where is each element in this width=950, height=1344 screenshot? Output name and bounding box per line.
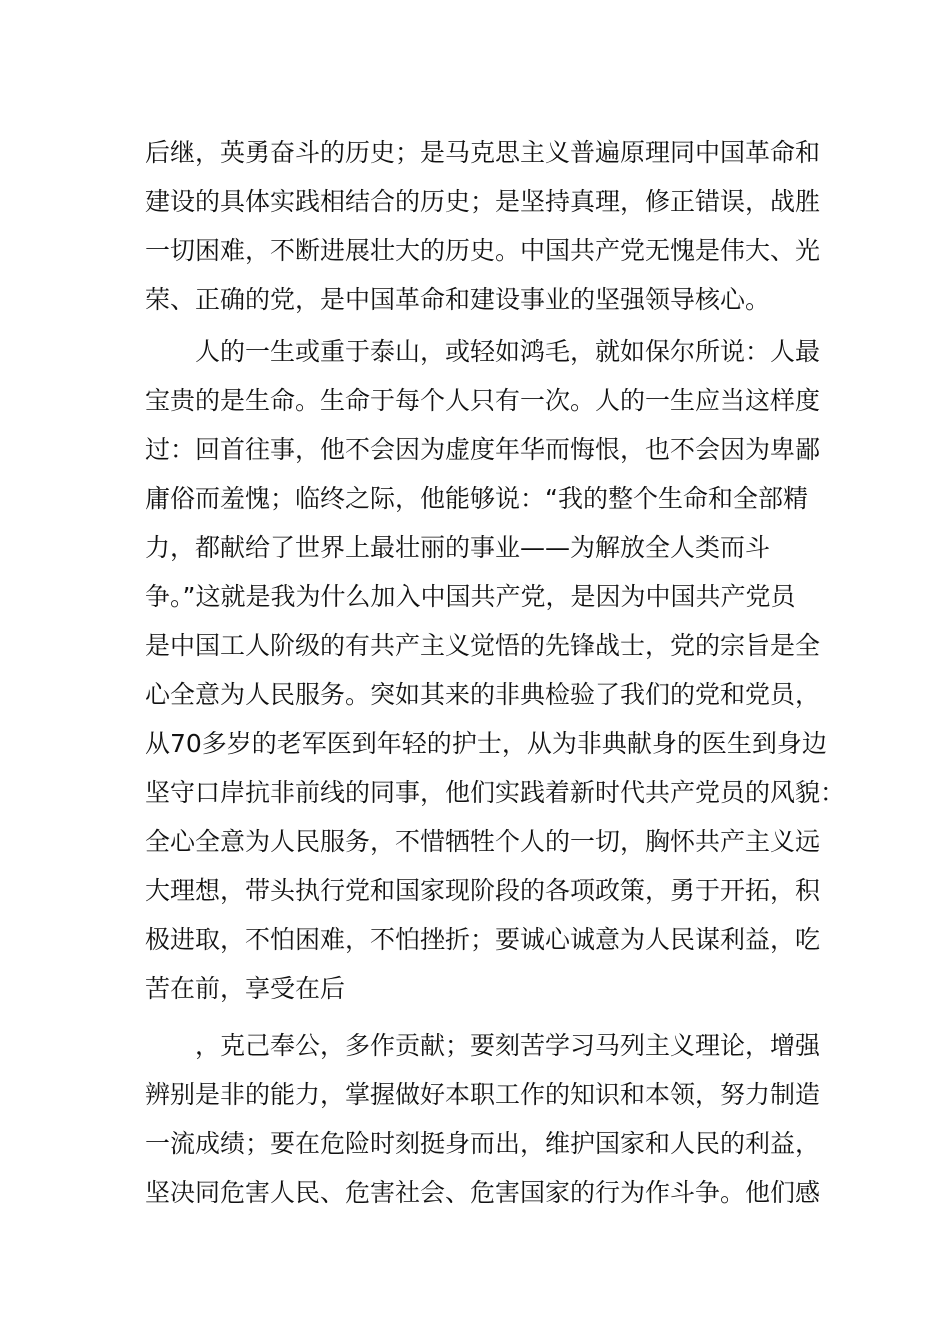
body-text-line: 宝贵的是生命。生命于每个人只有一次。人的一生应当这样度 (145, 386, 821, 415)
body-text-line: 心全意为人民服务。突如其来的非典检验了我们的党和党员， (145, 680, 821, 709)
body-text-line: 坚决同危害人民、危害社会、危害国家的行为作斗争。他们感 (145, 1178, 821, 1207)
body-text-line: 大理想，带头执行党和国家现阶段的各项政策，勇于开拓，积 (145, 876, 821, 905)
body-text-line: 一流成绩；要在危险时刻挺身而出，维护国家和人民的利益， (145, 1129, 821, 1158)
paragraph-first-line: 人的一生或重于泰山，或轻如鸿毛，就如保尔所说：人最 (195, 337, 821, 366)
body-text-line: 庸俗而羞愧；临终之际，他能够说：“我的整个生命和全部精 (145, 484, 808, 513)
body-text-line: 过：回首往事，他不会因为虚度年华而悔恨，也不会因为卑鄙 (145, 435, 821, 464)
body-text-line: 全心全意为人民服务，不惜牺牲个人的一切，胸怀共产主义远 (145, 827, 821, 856)
body-text-line: 坚守口岸抗非前线的同事，他们实践着新时代共产党员的风貌： (145, 778, 846, 807)
body-text-line: 后继，英勇奋斗的历史；是马克思主义普遍原理同中国革命和 (145, 138, 821, 167)
paragraph-first-line: ，克己奉公，多作贡献；要刻苦学习马列主义理论，增强 (195, 1031, 821, 1060)
body-text-line: 力，都献给了世界上最壮丽的事业——为解放全人类而斗 (145, 533, 771, 562)
body-text-line: 荣、正确的党，是中国革命和建设事业的坚强领导核心。 (145, 285, 771, 314)
body-text-line: 辨别是非的能力，掌握做好本职工作的知识和本领，努力制造 (145, 1080, 821, 1109)
body-text-line: 是中国工人阶级的有共产主义觉悟的先锋战士，党的宗旨是全 (145, 631, 821, 660)
body-text-line: 一切困难，不断进展壮大的历史。中国共产党无愧是伟大、光 (145, 236, 821, 265)
body-text-line: 争。”这就是我为什么加入中国共产党，是因为中国共产党员 (145, 582, 796, 611)
body-text-line: 建设的具体实践相结合的历史；是坚持真理，修正错误，战胜 (145, 187, 821, 216)
body-text-line: 苦在前，享受在后 (145, 974, 346, 1003)
body-text-line: 极进取，不怕困难，不怕挫折；要诚心诚意为人民谋利益，吃 (145, 925, 821, 954)
body-text-line: 从70多岁的老军医到年轻的护士，从为非典献身的医生到身边 (145, 729, 827, 758)
